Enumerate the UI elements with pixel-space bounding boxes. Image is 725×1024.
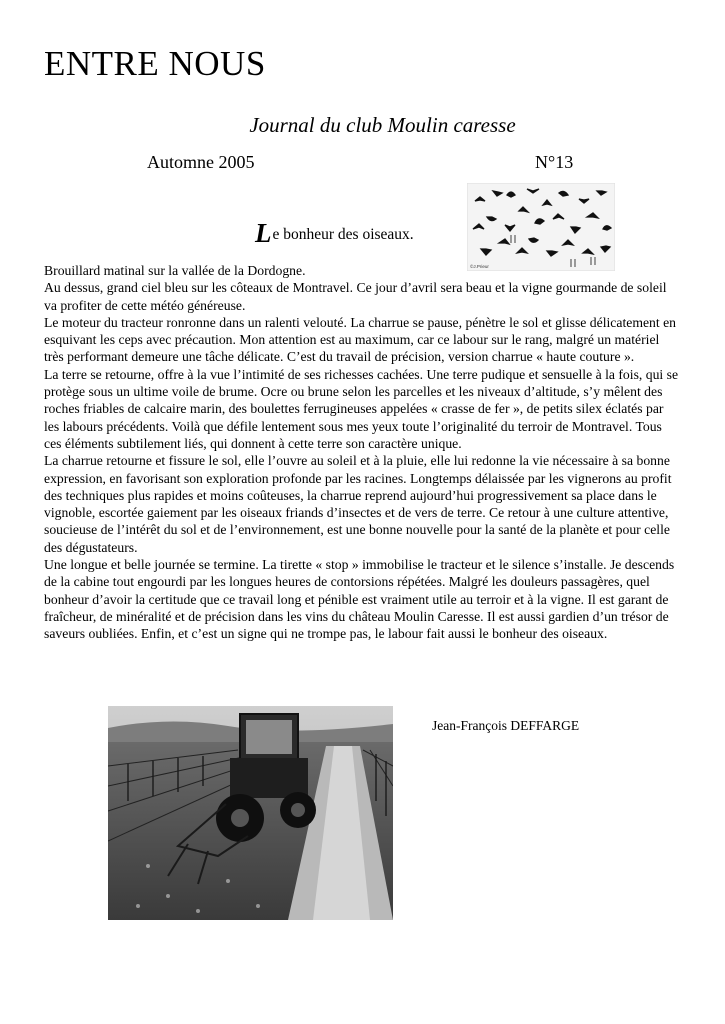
article-paragraph: Le moteur du tracteur ronronne dans un ralenti velouté. La charrue se pause, pénètre le sol et glisse délicatement en esquivant les ceps avec précaution. Mon attention est au maximum, car ce labour sur le rang, malgré un matériel très performant demeure une tâche délicate. C’est du travail de précision, version charrue « haute couture ». [44, 314, 677, 365]
article-paragraph: Une longue et belle journée se termine. La tirette « stop » immobilise le tracteur et le silence s’installe. Je descends de la cabine tout engourdi par les longues heures de contorsions répétées. Malgré les douleurs passagères, quel bonheur d’avoir la certitude que ce travail long et pénible est vraiment utile au terroir et à la vigne. Il est garant de fraîcheur, de minéralité et de précision dans les vins du château Moulin Caresse. Il est aussi gardien d’un trésor de saveurs oubliées. Enfin, et c’est un signe qui ne trompe pas, le labour fait aussi le bonheur des oiseaux. [44, 557, 675, 642]
masthead-title: ENTRE NOUS [44, 44, 266, 83]
article-headline [255, 218, 414, 249]
birds-photo-credit: ©J.Prieur [470, 264, 489, 269]
article-paragraph: La terre se retourne, offre à la vue l’intimité de ses richesses cachées. Une terre pudique et sensuelle à la fois, qui se protège sous un ultime voile de brume. Ocre ou brune selon les parcelles et les niveaux d’altitude, s’y mêlent des roches friables de calcaire marin, des boulettes ferrugineuses appelées « crasse de fer », de petits silex éclatés par les labours précédents. Voilà que défile lentement sous mes yeux toute l’originalité du terroir de Montravel. Tous ces éléments subtilement liés, qui donnent à cette terre son caractère unique. [44, 366, 679, 451]
article-dropcap: L [255, 218, 272, 248]
article-signature: Jean-François DEFFARGE [432, 718, 580, 733]
journal-subtitle: Journal du club Moulin caresse [249, 113, 516, 137]
tractor-photo [108, 706, 393, 920]
article-title-text: e bonheur des oiseaux. [272, 226, 414, 243]
article-body [44, 262, 680, 643]
birds-photo [467, 183, 615, 271]
article-paragraph: Au dessus, grand ciel bleu sur les côteaux de Montravel. Ce jour d’avril sera beau et la vigne gourmande de soleil va profiter de cette météo généreuse. [44, 280, 667, 313]
article-paragraph: Brouillard matinal sur la vallée de la Dordogne. [44, 263, 306, 278]
article-paragraph: La charrue retourne et fissure le sol, elle l’ouvre au soleil et à la pluie, elle lui redonne la vie nécessaire à sa bonne expression, en favorisant son exploration profonde par les racines. Longtemps délaissée par les vignerons au profit des techniques plus rapides et moins coûteuses, la charrue reprend aujourd’hui progressivement sa place dans le vignoble, escortée gaiement par les oiseaux friands d’insectes et de vers de terre. Ce retour à une culture attentive, soucieuse de l’intérêt du sol et de l’environnement, est une bonne nouvelle pour la santé de la planète et pour celle des dégustateurs. [44, 453, 672, 555]
issue-season: Automne 2005 [147, 152, 255, 172]
issue-number: N°13 [535, 152, 574, 172]
